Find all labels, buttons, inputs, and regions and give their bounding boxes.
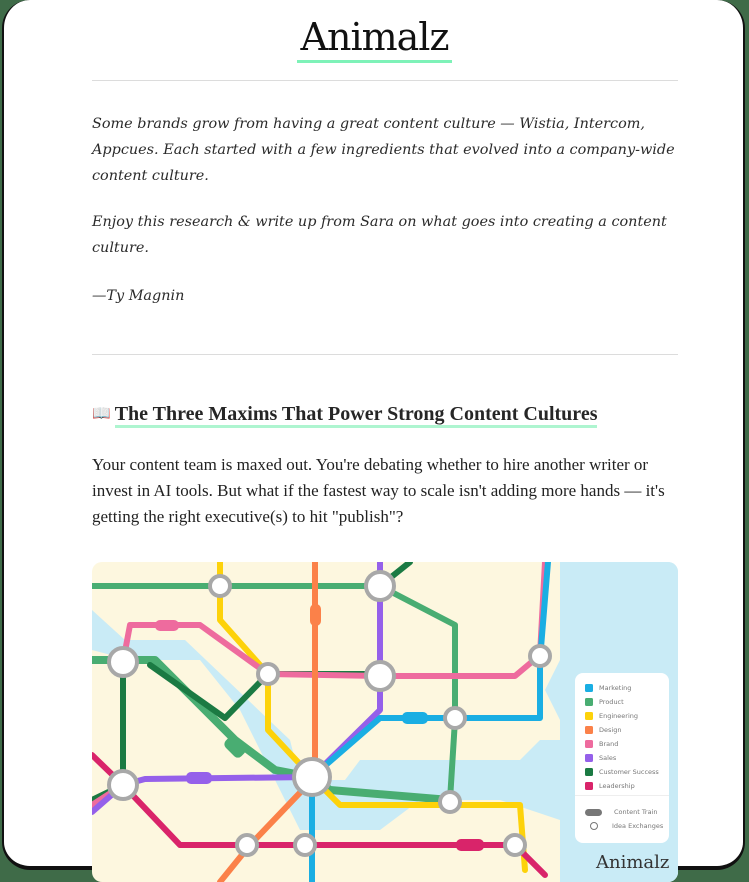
legend-divider	[575, 795, 669, 796]
legend-item-design: Design	[585, 725, 621, 735]
brand-swatch-icon	[585, 740, 593, 748]
article-title-link[interactable]: The Three Maxims That Power Strong Content Cultures	[115, 403, 598, 428]
engineering-swatch-icon	[585, 712, 593, 720]
marketing-swatch-icon	[585, 684, 593, 692]
legend-item-product: Product	[585, 697, 624, 707]
sales-swatch-icon	[585, 754, 593, 762]
legend-item-customer-success: Customer Success	[585, 767, 659, 777]
animalz-logo[interactable]: Animalz	[297, 14, 453, 63]
product-swatch-icon	[585, 698, 593, 706]
divider	[92, 80, 678, 81]
legend-item-engineering: Engineering	[585, 711, 638, 721]
legend-item-idea-exchanges: Idea Exchanges	[585, 821, 663, 831]
station-ring-icon	[590, 822, 598, 830]
design-swatch-icon	[585, 726, 593, 734]
map-legend	[575, 673, 669, 843]
intro-signature: —Ty Magnin	[92, 288, 185, 304]
article-lede: Your content team is maxed out. You're debating whether to hire another writer or invest in AI tools. But what if the fastest way to scale isn't adding more hands — it's getting the right executive(s) to hit "publish"?	[92, 455, 665, 526]
leadership-swatch-icon	[585, 782, 593, 790]
divider	[92, 354, 678, 355]
legend-item-leadership: Leadership	[585, 781, 635, 791]
train-icon	[585, 809, 602, 816]
legend-item-brand: Brand	[585, 739, 618, 749]
legend-item-sales: Sales	[585, 753, 616, 763]
book-icon: 📖	[92, 406, 111, 422]
intro-paragraph: Enjoy this research & write up from Sara on what goes into creating a content culture.	[92, 214, 667, 256]
legend-item-content-train: Content Train	[585, 807, 658, 817]
header	[0, 14, 749, 63]
map-watermark: Animalz	[596, 852, 670, 873]
intro-paragraph: Some brands grow from having a great content culture — Wistia, Intercom, Appcues. Each started with a few ingredients that evolved into a company-wide content culture.	[92, 116, 675, 184]
legend-item-marketing: Marketing	[585, 683, 631, 693]
article-heading[interactable]	[92, 400, 597, 428]
customer-success-swatch-icon	[585, 768, 593, 776]
